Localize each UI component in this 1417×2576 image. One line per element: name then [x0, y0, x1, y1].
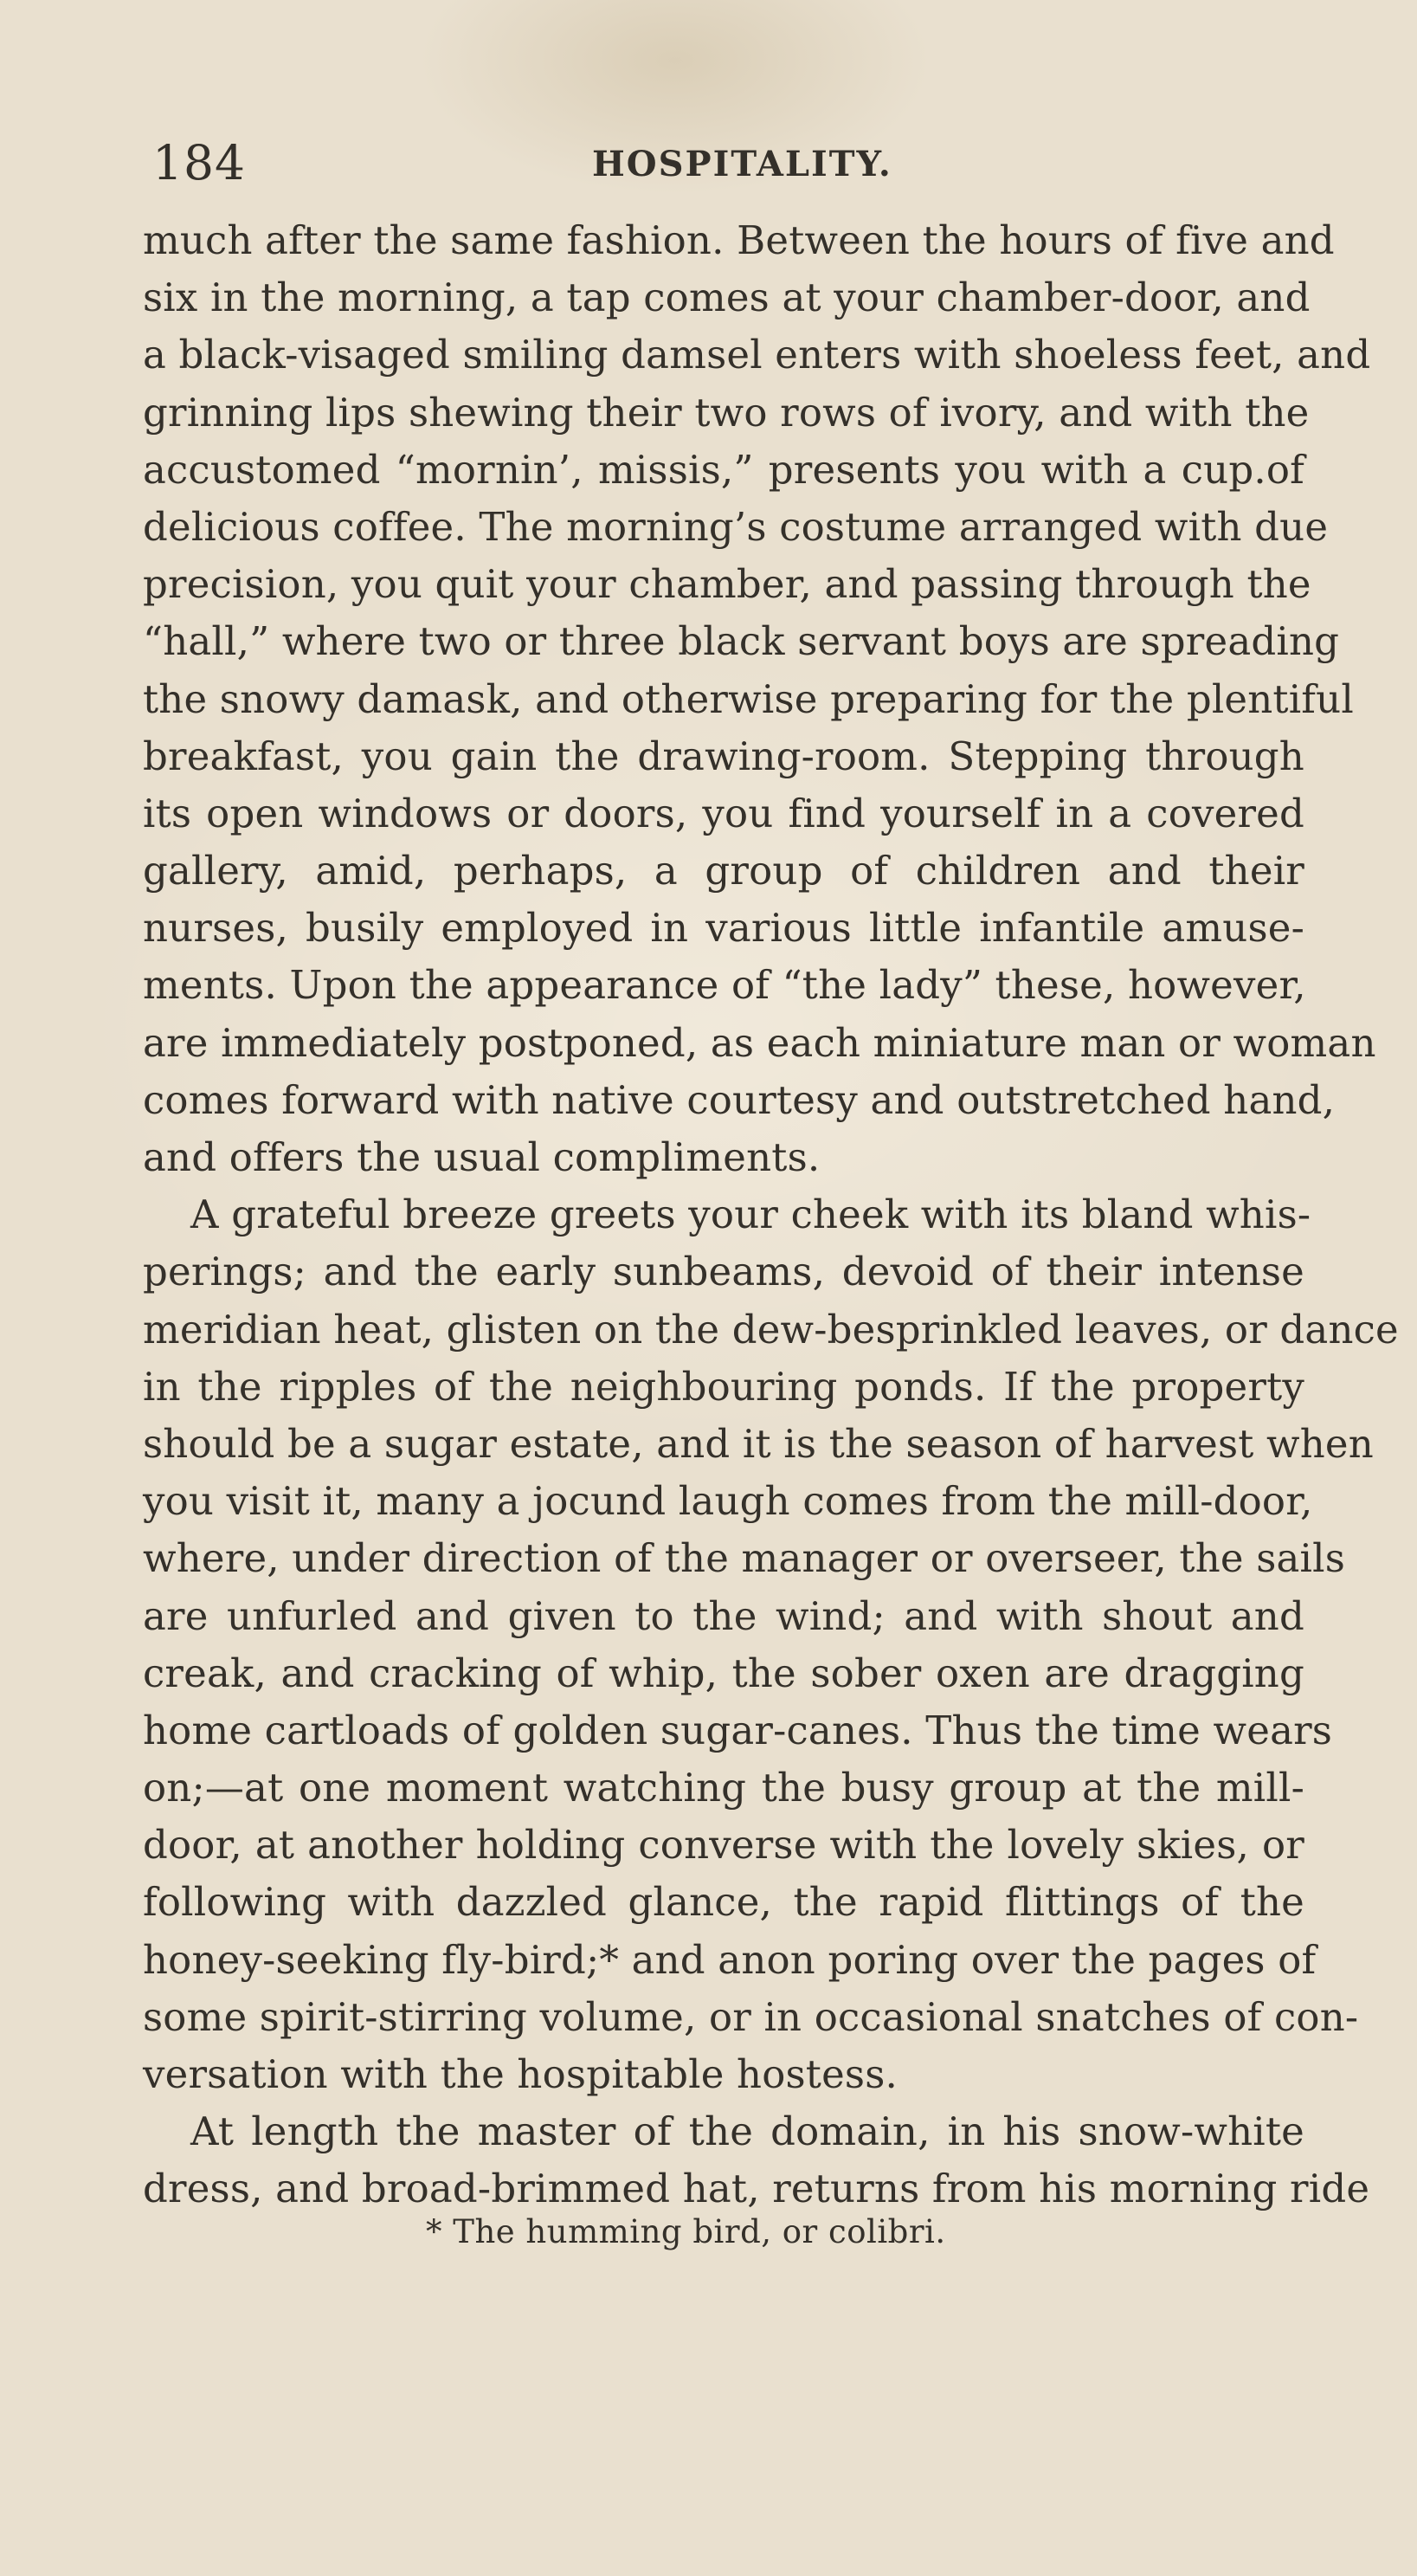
text-line: At length the master of the domain, in his snow-white [190, 2108, 1304, 2155]
text-line: the snowy damask, and otherwise preparing for the plentiful [143, 675, 1354, 722]
text-line: are immediately postponed, as each miniature man or woman [143, 1019, 1376, 1066]
text-line: breakfast, you gain the drawing-room. Stepping through [143, 733, 1304, 779]
text-line: and offers the usual compliments. [143, 1134, 821, 1180]
text-line: perings; and the early sunbeams, devoid of their intense [143, 1249, 1304, 1295]
text-line: on;—at one moment watching the busy group at the mill- [143, 1765, 1304, 1811]
text-line: where, under direction of the manager or overseer, the sails [143, 1535, 1346, 1582]
text-line: door, at another holding converse with the lovely skies, or [143, 1822, 1304, 1869]
text-line: are unfurled and given to the wind; and with shout and [143, 1592, 1304, 1639]
text-line: in the ripples of the neighbouring ponds. If the property [143, 1363, 1304, 1410]
text-line: creak, and cracking of whip, the sober oxen are dragging [143, 1650, 1304, 1696]
text-line: versation with the hospitable hostess. [143, 2051, 899, 2097]
body-text [143, 212, 1399, 2218]
text-line: six in the morning, a tap comes at your chamber-door, and [143, 274, 1311, 321]
text-line: should be a sugar estate, and it is the season of harvest when [143, 1420, 1374, 1467]
text-line: grinning lips shewing their two rows of ivory, and with the [143, 389, 1310, 436]
text-line: delicious coffee. The morning’s costume arranged with due [143, 503, 1329, 550]
text-line: honey-seeking fly-bird;* and anon poring over the pages of [143, 1936, 1317, 1983]
text-line: its open windows or doors, you find yourself in a covered [143, 790, 1304, 836]
text-line: “hall,” where two or three black servant boys are spreading [143, 618, 1340, 665]
running-head: HOSPITALITY. [592, 144, 892, 184]
text-line: you visit it, many a jocund laugh comes from the mill-door, [143, 1478, 1313, 1525]
text-line: dress, and broad-brimmed hat, returns from his morning ride [143, 2166, 1370, 2212]
text-line: nurses, busily employed in various little infantile amuse- [143, 905, 1304, 952]
text-line: gallery, amid, perhaps, a group of children and their [143, 848, 1304, 894]
text-line: a black-visaged smiling damsel enters with shoeless feet, and [143, 332, 1371, 378]
text-line: meridian heat, glisten on the dew-besprinkled leaves, or dance [143, 1306, 1399, 1353]
page-header [149, 128, 1304, 197]
footnote: * The humming bird, or colibri. [426, 2213, 946, 2250]
text-line: A grateful breeze greets your cheek with its bland whis- [190, 1191, 1311, 1238]
text-line: following with dazzled glance, the rapid flittings of the [143, 1879, 1304, 1926]
text-line: accustomed “mornin’, missis,” presents you with a cup.of [143, 446, 1304, 493]
text-line: precision, you quit your chamber, and passing through the [143, 561, 1311, 608]
page-number: 184 [152, 135, 246, 190]
text-line: much after the same fashion. Between the hours of five and [143, 217, 1335, 263]
text-line: some spirit-stirring volume, or in occasional snatches of con- [143, 1993, 1359, 2040]
text-line: ments. Upon the appearance of “the lady” these, however, [143, 962, 1306, 1009]
text-line: comes forward with native courtesy and outstretched hand, [143, 1076, 1336, 1123]
text-line: home cartloads of golden sugar-canes. Thus the time wears [143, 1707, 1333, 1753]
